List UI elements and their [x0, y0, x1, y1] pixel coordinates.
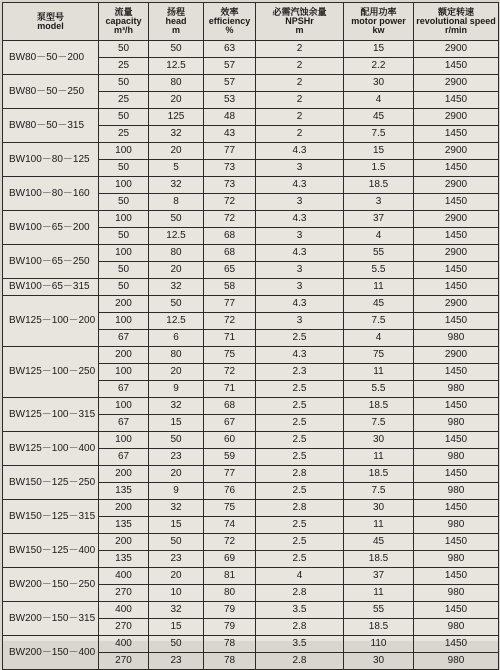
table-cell: 2.5	[256, 415, 344, 432]
table-cell: 200	[99, 347, 149, 364]
table-cell: 57	[204, 75, 256, 92]
table-cell: 1450	[414, 500, 499, 517]
table-cell: 65	[204, 262, 256, 279]
column-header-zh: 配用功率	[360, 7, 397, 17]
table-cell: 2900	[414, 41, 499, 58]
table-cell: 2.5	[256, 449, 344, 466]
table-cell: 50	[99, 109, 149, 126]
table-cell: 270	[99, 619, 149, 636]
table-cell: 7.5	[344, 415, 414, 432]
table-cell: 7.5	[344, 126, 414, 143]
column-header	[344, 3, 414, 41]
table-cell: 400	[99, 568, 149, 585]
pump-spec-table	[2, 2, 499, 670]
column-header	[3, 3, 99, 41]
table-cell: 73	[204, 177, 256, 194]
table-cell: 23	[149, 449, 204, 466]
table-cell: 2.5	[256, 398, 344, 415]
table-cell: 20	[149, 262, 204, 279]
table-row	[3, 500, 499, 517]
table-row	[3, 177, 499, 194]
table-row	[3, 245, 499, 262]
table-cell: 15	[149, 517, 204, 534]
table-cell: 37	[344, 568, 414, 585]
table-body	[3, 41, 499, 670]
table-cell: 2900	[414, 109, 499, 126]
table-cell: 50	[149, 296, 204, 313]
table-cell: 12.5	[149, 58, 204, 75]
table-cell: 2.5	[256, 483, 344, 500]
table-cell: 57	[204, 58, 256, 75]
table-cell: 23	[149, 551, 204, 568]
table-cell: 68	[204, 398, 256, 415]
table-cell: 980	[414, 585, 499, 602]
table-cell: 67	[99, 330, 149, 347]
table-row	[3, 75, 499, 92]
pump-spec-sheet	[2, 2, 498, 666]
table-cell: 67	[204, 415, 256, 432]
table-cell: 2	[256, 58, 344, 75]
table-cell: 100	[99, 177, 149, 194]
table-row	[3, 432, 499, 449]
table-cell: 980	[414, 551, 499, 568]
table-row	[3, 466, 499, 483]
table-cell: 3.5	[256, 602, 344, 619]
table-cell: 81	[204, 568, 256, 585]
table-cell: 980	[414, 653, 499, 670]
table-cell: 58	[204, 279, 256, 296]
column-header-en: revolutional speed	[416, 16, 496, 26]
column-header-en: head	[165, 16, 187, 26]
model-cell: BW100－80－160	[3, 177, 99, 211]
column-header-zh: 泵型号	[36, 11, 64, 22]
table-cell: 55	[344, 245, 414, 262]
table-cell: 45	[344, 109, 414, 126]
model-cell: BW150－125－250	[3, 466, 99, 500]
column-header-unit: r/min	[444, 25, 467, 35]
table-cell: 2	[256, 126, 344, 143]
table-cell: 45	[344, 296, 414, 313]
table-row	[3, 398, 499, 415]
table-cell: 980	[414, 517, 499, 534]
model-cell: BW125－100－400	[3, 432, 99, 466]
table-cell: 45	[344, 534, 414, 551]
table-cell: 1450	[414, 279, 499, 296]
model-cell: BW150－125－315	[3, 500, 99, 534]
table-cell: 15	[344, 41, 414, 58]
table-cell: 3	[256, 313, 344, 330]
table-cell: 200	[99, 466, 149, 483]
column-header	[99, 3, 149, 41]
table-cell: 4.3	[256, 347, 344, 364]
table-cell: 25	[99, 58, 149, 75]
table-cell: 32	[149, 279, 204, 296]
table-cell: 30	[344, 432, 414, 449]
table-row	[3, 602, 499, 619]
table-cell: 50	[99, 160, 149, 177]
table-cell: 15	[149, 415, 204, 432]
table-cell: 30	[344, 653, 414, 670]
table-cell: 1450	[414, 313, 499, 330]
table-cell: 135	[99, 517, 149, 534]
table-cell: 69	[204, 551, 256, 568]
column-header-zh: 额定转速	[437, 7, 474, 17]
table-cell: 32	[149, 126, 204, 143]
table-cell: 67	[99, 381, 149, 398]
model-cell: BW100－80－125	[3, 143, 99, 177]
table-cell: 100	[99, 364, 149, 381]
column-header-unit: m	[295, 25, 304, 35]
table-cell: 2900	[414, 296, 499, 313]
table-cell: 12.5	[149, 228, 204, 245]
table-cell: 2.5	[256, 330, 344, 347]
table-row	[3, 296, 499, 313]
table-cell: 135	[99, 483, 149, 500]
table-cell: 100	[99, 245, 149, 262]
table-cell: 50	[99, 194, 149, 211]
table-cell: 1450	[414, 636, 499, 653]
table-cell: 5.5	[344, 262, 414, 279]
table-cell: 980	[414, 619, 499, 636]
table-row	[3, 109, 499, 126]
table-cell: 2900	[414, 347, 499, 364]
table-row	[3, 568, 499, 585]
table-cell: 2	[256, 109, 344, 126]
table-cell: 980	[414, 483, 499, 500]
table-cell: 59	[204, 449, 256, 466]
table-cell: 2900	[414, 143, 499, 160]
table-cell: 71	[204, 381, 256, 398]
table-cell: 980	[414, 449, 499, 466]
table-cell: 77	[204, 143, 256, 160]
table-cell: 20	[149, 466, 204, 483]
table-cell: 77	[204, 466, 256, 483]
table-cell: 30	[344, 500, 414, 517]
table-cell: 18.5	[344, 551, 414, 568]
table-cell: 18.5	[344, 619, 414, 636]
table-cell: 3	[256, 228, 344, 245]
table-cell: 4.3	[256, 143, 344, 160]
table-row	[3, 636, 499, 653]
model-cell: BW100－65－315	[3, 279, 99, 296]
model-cell: BW200－150－250	[3, 568, 99, 602]
table-cell: 1450	[414, 432, 499, 449]
table-cell: 1450	[414, 364, 499, 381]
table-cell: 1450	[414, 466, 499, 483]
table-cell: 80	[149, 245, 204, 262]
table-cell: 80	[204, 585, 256, 602]
table-cell: 100	[99, 398, 149, 415]
column-header	[149, 3, 204, 41]
table-cell: 50	[99, 279, 149, 296]
table-cell: 20	[149, 143, 204, 160]
table-cell: 200	[99, 500, 149, 517]
model-cell: BW100－65－200	[3, 211, 99, 245]
table-cell: 37	[344, 211, 414, 228]
table-row	[3, 41, 499, 58]
table-cell: 8	[149, 194, 204, 211]
table-row	[3, 143, 499, 160]
table-cell: 100	[99, 143, 149, 160]
model-cell: BW200－150－400	[3, 636, 99, 670]
table-cell: 2900	[414, 245, 499, 262]
table-cell: 9	[149, 483, 204, 500]
table-cell: 1450	[414, 568, 499, 585]
table-cell: 68	[204, 228, 256, 245]
table-cell: 73	[204, 160, 256, 177]
table-cell: 1450	[414, 398, 499, 415]
table-cell: 110	[344, 636, 414, 653]
table-cell: 76	[204, 483, 256, 500]
table-cell: 77	[204, 296, 256, 313]
table-cell: 5	[149, 160, 204, 177]
table-cell: 2.5	[256, 381, 344, 398]
table-cell: 32	[149, 177, 204, 194]
table-cell: 6	[149, 330, 204, 347]
column-header-zh: 必需汽蚀余量	[272, 7, 327, 17]
table-cell: 3	[344, 194, 414, 211]
table-cell: 2.8	[256, 466, 344, 483]
table-cell: 4	[256, 568, 344, 585]
table-cell: 25	[99, 126, 149, 143]
table-cell: 79	[204, 602, 256, 619]
table-cell: 980	[414, 415, 499, 432]
table-cell: 5.5	[344, 381, 414, 398]
table-cell: 2.8	[256, 653, 344, 670]
table-cell: 72	[204, 211, 256, 228]
table-cell: 2.5	[256, 517, 344, 534]
table-cell: 100	[99, 313, 149, 330]
table-cell: 980	[414, 330, 499, 347]
table-cell: 74	[204, 517, 256, 534]
table-cell: 71	[204, 330, 256, 347]
table-cell: 67	[99, 449, 149, 466]
table-cell: 50	[149, 534, 204, 551]
table-cell: 7.5	[344, 483, 414, 500]
table-cell: 100	[99, 432, 149, 449]
table-cell: 2.2	[344, 58, 414, 75]
table-cell: 200	[99, 534, 149, 551]
table-cell: 11	[344, 585, 414, 602]
table-cell: 30	[344, 75, 414, 92]
table-cell: 53	[204, 92, 256, 109]
model-cell: BW80－50－315	[3, 109, 99, 143]
table-cell: 2900	[414, 75, 499, 92]
table-cell: 2	[256, 41, 344, 58]
table-cell: 125	[149, 109, 204, 126]
column-header	[256, 3, 344, 41]
table-cell: 50	[99, 262, 149, 279]
table-cell: 32	[149, 500, 204, 517]
table-cell: 11	[344, 449, 414, 466]
table-cell: 75	[344, 347, 414, 364]
table-cell: 200	[99, 296, 149, 313]
column-header	[204, 3, 256, 41]
table-cell: 1450	[414, 160, 499, 177]
table-cell: 72	[204, 194, 256, 211]
table-cell: 3	[256, 279, 344, 296]
table-cell: 4.3	[256, 296, 344, 313]
table-cell: 2.8	[256, 585, 344, 602]
column-header-zh: 扬程	[166, 7, 185, 17]
column-header-en: model	[37, 20, 64, 31]
column-header-en: capacity	[105, 16, 142, 26]
table-cell: 4.3	[256, 245, 344, 262]
table-cell: 270	[99, 653, 149, 670]
table-cell: 60	[204, 432, 256, 449]
table-cell: 50	[149, 211, 204, 228]
table-cell: 1450	[414, 194, 499, 211]
table-cell: 9	[149, 381, 204, 398]
table-cell: 48	[204, 109, 256, 126]
table-cell: 43	[204, 126, 256, 143]
table-cell: 20	[149, 568, 204, 585]
column-header	[414, 3, 499, 41]
column-header-en: NPSHr	[285, 16, 314, 26]
table-cell: 3	[256, 194, 344, 211]
table-cell: 25	[99, 92, 149, 109]
table-cell: 72	[204, 534, 256, 551]
table-cell: 80	[149, 347, 204, 364]
table-cell: 18.5	[344, 398, 414, 415]
table-cell: 18.5	[344, 466, 414, 483]
table-cell: 79	[204, 619, 256, 636]
column-header-en: efficiency	[208, 16, 251, 26]
column-header-unit: %	[225, 25, 234, 35]
table-cell: 135	[99, 551, 149, 568]
table-cell: 980	[414, 381, 499, 398]
table-header	[3, 3, 499, 41]
model-cell: BW150－125－400	[3, 534, 99, 568]
table-cell: 1450	[414, 262, 499, 279]
table-cell: 4	[344, 92, 414, 109]
table-cell: 72	[204, 364, 256, 381]
table-cell: 63	[204, 41, 256, 58]
table-cell: 32	[149, 398, 204, 415]
table-cell: 23	[149, 653, 204, 670]
table-cell: 50	[99, 228, 149, 245]
table-cell: 3.5	[256, 636, 344, 653]
table-cell: 270	[99, 585, 149, 602]
table-cell: 400	[99, 602, 149, 619]
table-cell: 50	[149, 41, 204, 58]
table-cell: 4	[344, 228, 414, 245]
table-cell: 68	[204, 245, 256, 262]
table-cell: 2	[256, 92, 344, 109]
table-cell: 100	[99, 211, 149, 228]
table-cell: 1450	[414, 92, 499, 109]
model-cell: BW125－100－200	[3, 296, 99, 347]
table-cell: 4	[344, 330, 414, 347]
table-cell: 75	[204, 347, 256, 364]
table-cell: 78	[204, 653, 256, 670]
model-cell: BW100－65－250	[3, 245, 99, 279]
table-cell: 3	[256, 262, 344, 279]
table-row	[3, 534, 499, 551]
model-cell: BW125－100－315	[3, 398, 99, 432]
table-cell: 2.8	[256, 500, 344, 517]
table-cell: 20	[149, 364, 204, 381]
table-cell: 2.5	[256, 534, 344, 551]
table-cell: 32	[149, 602, 204, 619]
table-cell: 75	[204, 500, 256, 517]
table-cell: 4.3	[256, 177, 344, 194]
table-cell: 2.3	[256, 364, 344, 381]
table-cell: 3	[256, 160, 344, 177]
table-cell: 55	[344, 602, 414, 619]
table-cell: 20	[149, 92, 204, 109]
table-cell: 18.5	[344, 177, 414, 194]
table-cell: 50	[149, 636, 204, 653]
table-cell: 1450	[414, 602, 499, 619]
table-cell: 2.5	[256, 432, 344, 449]
model-cell: BW80－50－200	[3, 41, 99, 75]
table-cell: 50	[99, 41, 149, 58]
column-header-zh: 效率	[220, 7, 239, 17]
model-cell: BW125－100－250	[3, 347, 99, 398]
header-row	[3, 3, 499, 41]
table-cell: 400	[99, 636, 149, 653]
table-cell: 72	[204, 313, 256, 330]
table-cell: 2.8	[256, 619, 344, 636]
table-cell: 50	[99, 75, 149, 92]
table-cell: 78	[204, 636, 256, 653]
column-header-en: motor power	[351, 16, 406, 26]
table-cell: 2	[256, 75, 344, 92]
table-cell: 1450	[414, 126, 499, 143]
column-header-unit: m³/h	[114, 25, 133, 35]
table-cell: 11	[344, 364, 414, 381]
table-cell: 15	[344, 143, 414, 160]
table-cell: 1.5	[344, 160, 414, 177]
table-cell: 12.5	[149, 313, 204, 330]
table-cell: 11	[344, 517, 414, 534]
table-cell: 1450	[414, 228, 499, 245]
table-cell: 1450	[414, 58, 499, 75]
column-header-unit: m	[171, 25, 180, 35]
table-row	[3, 347, 499, 364]
model-cell: BW200－150－315	[3, 602, 99, 636]
table-cell: 80	[149, 75, 204, 92]
table-cell: 2900	[414, 211, 499, 228]
table-cell: 10	[149, 585, 204, 602]
table-cell: 67	[99, 415, 149, 432]
model-cell: BW80－50－250	[3, 75, 99, 109]
table-cell: 4.3	[256, 211, 344, 228]
table-cell: 2.5	[256, 551, 344, 568]
column-header-zh: 流量	[114, 7, 133, 17]
table-cell: 2900	[414, 177, 499, 194]
table-cell: 11	[344, 279, 414, 296]
table-cell: 15	[149, 619, 204, 636]
table-row	[3, 279, 499, 296]
table-cell: 1450	[414, 534, 499, 551]
table-cell: 7.5	[344, 313, 414, 330]
table-cell: 50	[149, 432, 204, 449]
table-row	[3, 211, 499, 228]
column-header-unit: kw	[372, 25, 385, 35]
